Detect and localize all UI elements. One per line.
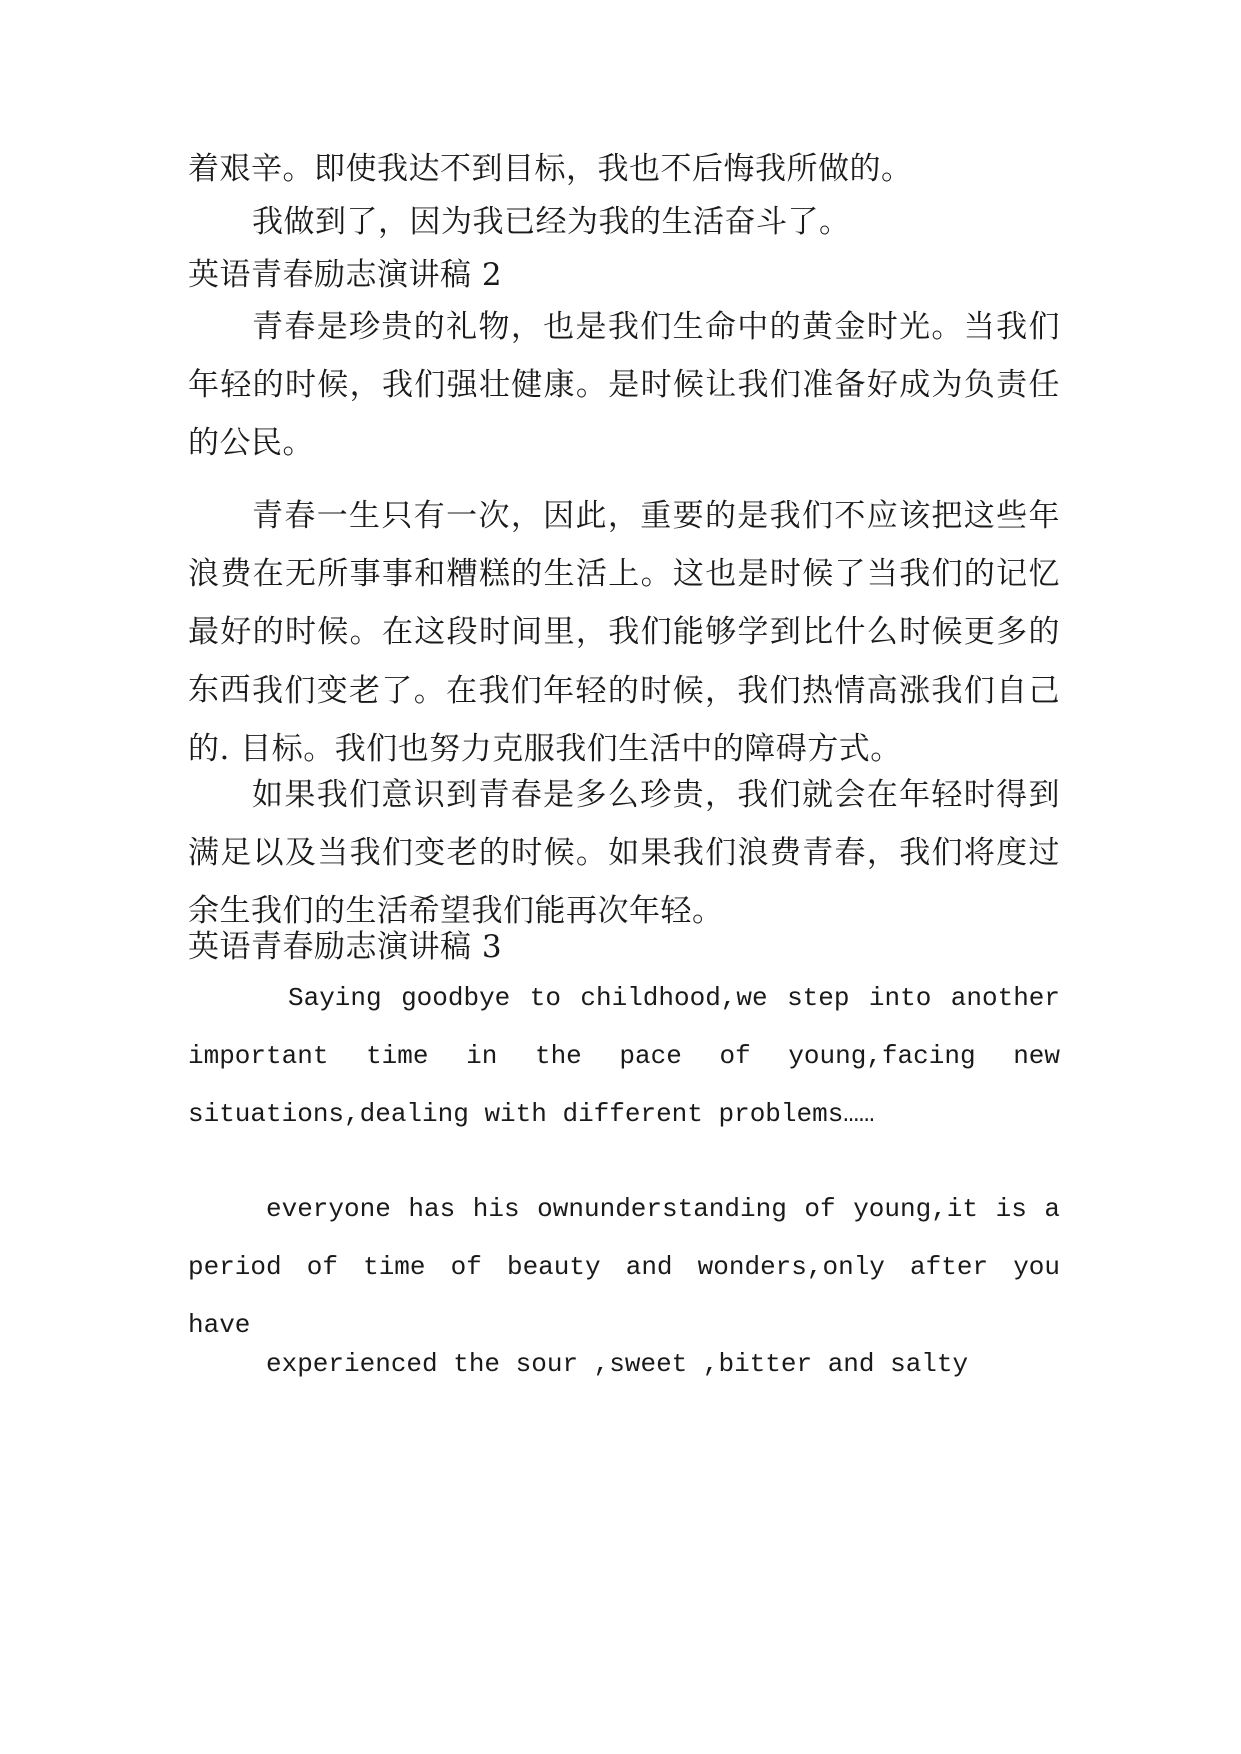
paragraph-continuation: 着艰辛。即使我达不到目标，我也不后悔我所做的。 — [188, 151, 913, 187]
paragraph: 青春是珍贵的礼物，也是我们生命中的黄金时光。当我们年轻的时候，我们强壮健康。是时候让我们准备好成为负责任的公民。 — [188, 309, 1060, 461]
paragraph: 我做到了，因为我已经为我的生活奋斗了。 — [252, 204, 851, 240]
paragraph: 我们变老了。在我们年轻的时候，我们热情高涨我们自己的. 目标。我们也努力克服我们生活中的障碍方式。 — [188, 673, 1060, 767]
section-heading-2: 英语青春励志演讲稿 2 — [188, 257, 503, 293]
english-paragraph: experienced the sour ,sweet ,bitter and salty — [266, 1349, 969, 1379]
paragraph: 如果我们意识到青春是多么珍贵，我们就会在年轻时得到满足以及当我们变老的时候。如果我们浪费青春，我们将度过余生我们的生活希望我们能再次年轻。 — [188, 777, 1060, 929]
english-paragraph: everyone has his ownunderstanding of young,it is a period of time of beauty and wonders,only after you have — [188, 1194, 1060, 1340]
paragraph: 青春一生只有一次，因此，重要的是我们不应该把这些年浪费在无所事事和糟糕的生活上。这也是时候了当我们的记忆最好的时候。在这段时间里，我们能够学到比什么时候更多的东西 — [188, 498, 1060, 708]
english-paragraph: Saying goodbye to childhood,we step into another important time in the pace of young,facing new situations,dealing with different problems…… — [188, 983, 1060, 1129]
section-heading-3: 英语青春励志演讲稿 3 — [188, 929, 503, 965]
